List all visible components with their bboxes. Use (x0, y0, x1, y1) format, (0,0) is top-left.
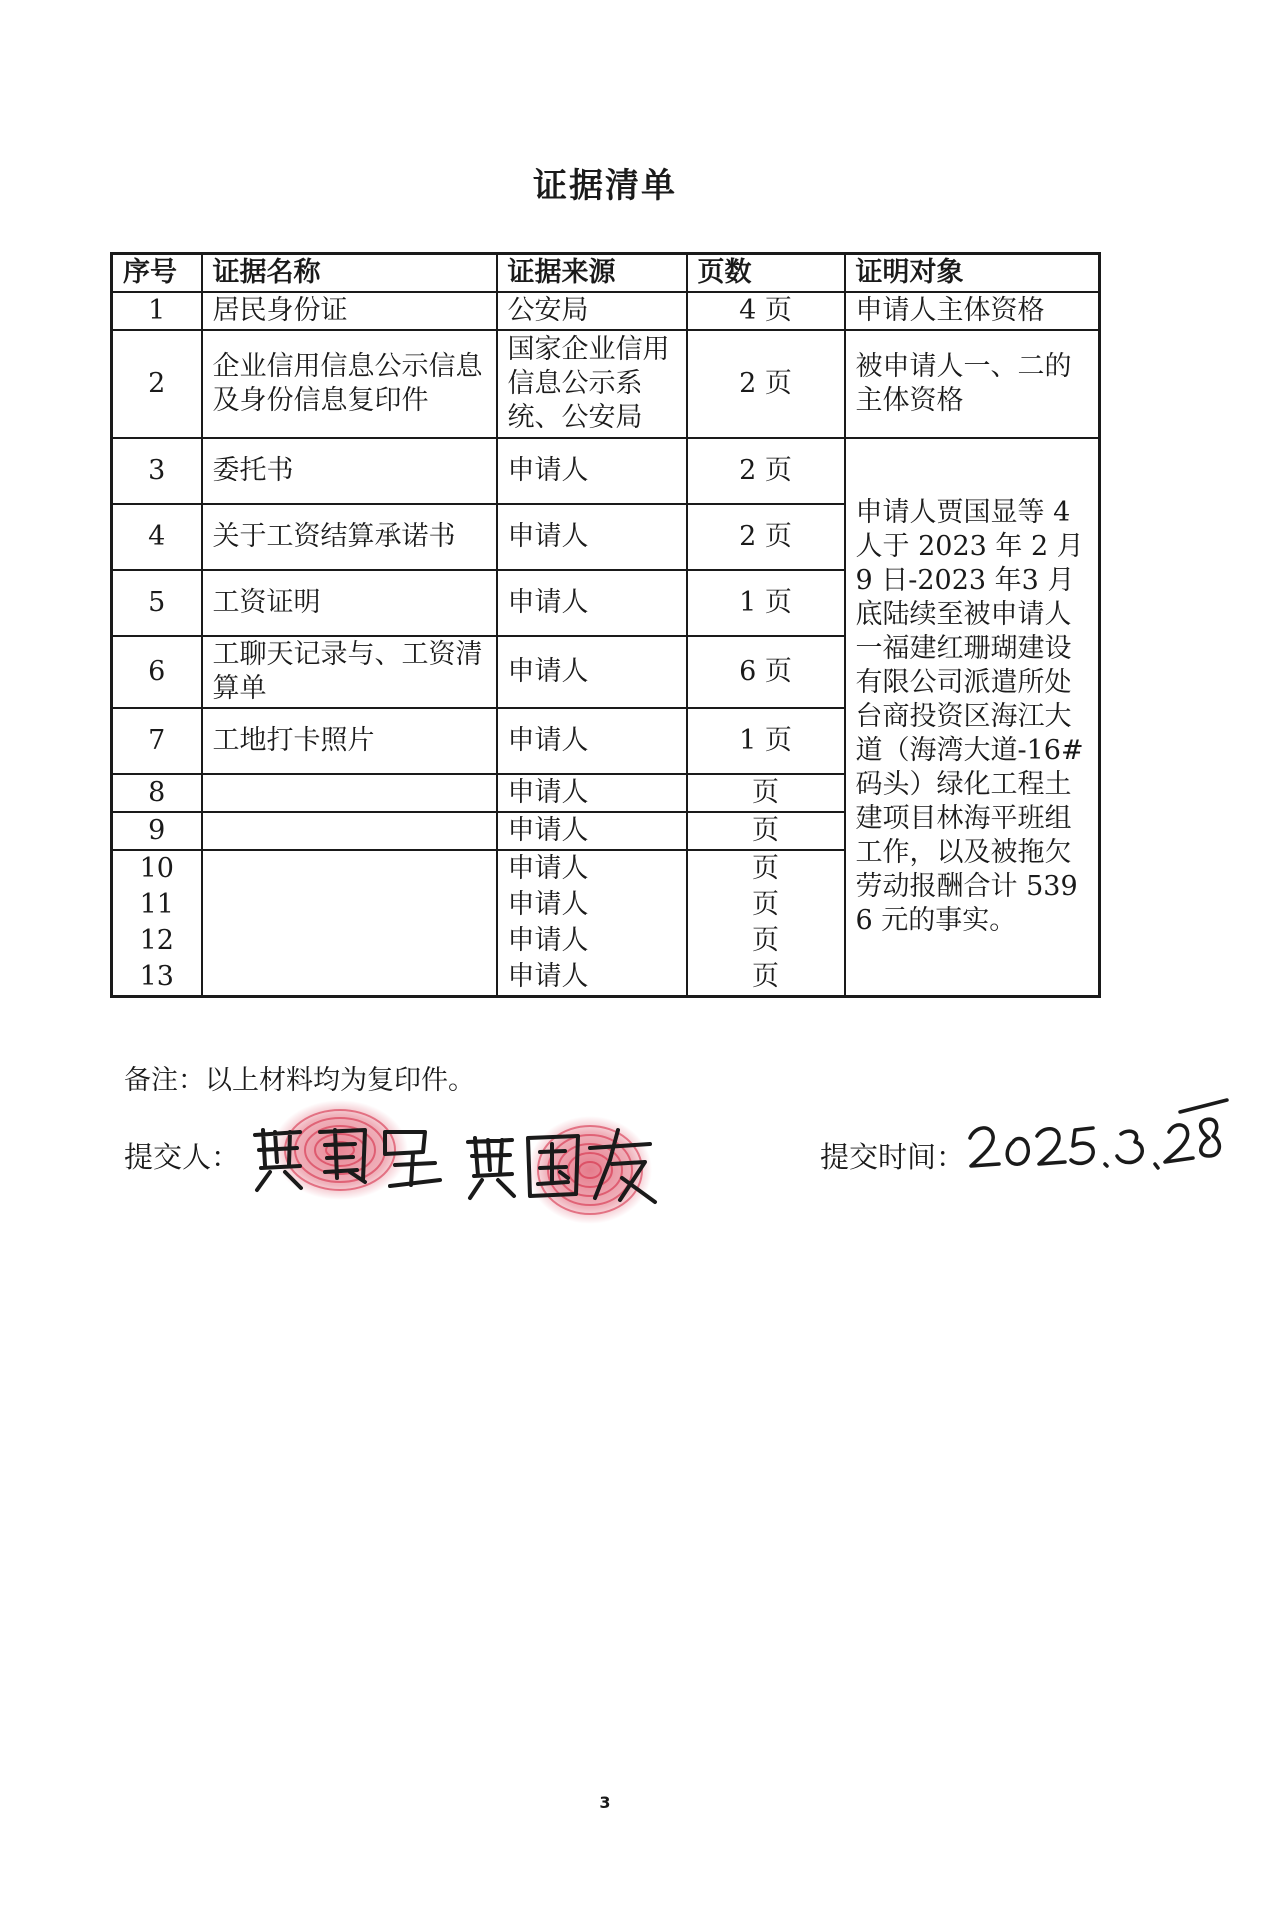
header-target: 证明对象 (845, 254, 1100, 293)
submit-time-label: 提交时间： (820, 1140, 966, 1174)
signature-1 (245, 1110, 445, 1200)
cell-name: 企业信用信息公示信息及身份信息复印件 (202, 330, 497, 438)
cell-target: 申请人主体资格 (845, 292, 1100, 330)
cell-pages: 1 页 (687, 570, 845, 636)
cell-seq: 3 (112, 438, 202, 504)
cell-pages: 2 页 (687, 504, 845, 570)
cell-name: 工地打卡照片 (202, 708, 497, 774)
cell-target: 被申请人一、二的主体资格 (845, 330, 1100, 438)
cell-seq: 7 (112, 708, 202, 774)
cell-name: 工聊天记录与、工资清算单 (202, 636, 497, 708)
cell-pages: 页 (752, 853, 779, 884)
cell-pages: 2 页 (687, 330, 845, 438)
evidence-table (110, 252, 1101, 998)
table-row (112, 438, 1100, 504)
page-number: 3 (599, 1793, 611, 1812)
cell-pages: 页 (687, 812, 845, 850)
cell-source: 申请人 (507, 889, 589, 920)
cell-name (202, 812, 497, 850)
cell-name (202, 774, 497, 812)
cell-source: 申请人 (497, 708, 687, 774)
cell-seq: 2 (112, 330, 202, 438)
cell-name: 居民身份证 (202, 292, 497, 330)
cell-source: 申请人 (507, 925, 589, 956)
cell-seq: 5 (112, 570, 202, 636)
cell-shared-target: 申请人贾国显等 4 人于 2023 年 2 月 9 日-2023 年3 月底陆续至被申请人一福建红珊瑚建设有限公司派遣所处台商投资区海江大道（海湾大道-16#码头）绿化工程土建项目林海平班组工作，以及被拖欠劳动报酬合计 5396 元的事实。 (845, 438, 1100, 997)
cell-source: 国家企业信用信息公示系统、公安局 (497, 330, 687, 438)
cell-name: 关于工资结算承诺书 (202, 504, 497, 570)
cell-source: 申请人 (497, 504, 687, 570)
cell-source: 申请人 (507, 853, 589, 884)
signature-date (965, 1098, 1230, 1178)
signature-2 (460, 1120, 660, 1210)
table-header-row (112, 254, 1100, 293)
cell-pages: 6 页 (687, 636, 845, 708)
header-source: 证据来源 (497, 254, 687, 293)
cell-seq-group (112, 850, 202, 997)
cell-seq: 12 (139, 925, 174, 956)
cell-name: 工资证明 (202, 570, 497, 636)
cell-source: 申请人 (497, 438, 687, 504)
cell-pages: 2 页 (687, 438, 845, 504)
cell-seq: 1 (112, 292, 202, 330)
header-name: 证据名称 (202, 254, 497, 293)
document-title: 证据清单 (533, 166, 677, 206)
cell-pages: 页 (752, 925, 779, 956)
cell-seq: 4 (112, 504, 202, 570)
cell-seq: 13 (139, 961, 174, 992)
cell-pages: 1 页 (687, 708, 845, 774)
cell-source: 申请人 (507, 961, 589, 992)
cell-source: 申请人 (497, 774, 687, 812)
cell-source: 公安局 (497, 292, 687, 330)
table-row (112, 330, 1100, 438)
cell-pages: 页 (752, 889, 779, 920)
header-pages: 页数 (687, 254, 845, 293)
table-row (112, 292, 1100, 330)
cell-seq: 10 (139, 853, 174, 884)
cell-name: 委托书 (202, 438, 497, 504)
cell-seq: 11 (139, 889, 174, 920)
cell-pages: 4 页 (687, 292, 845, 330)
cell-seq: 8 (112, 774, 202, 812)
cell-pages: 页 (687, 774, 845, 812)
cell-source: 申请人 (497, 570, 687, 636)
cell-seq: 9 (112, 812, 202, 850)
cell-source: 申请人 (497, 812, 687, 850)
cell-pages: 页 (752, 961, 779, 992)
cell-seq: 6 (112, 636, 202, 708)
submitter-label: 提交人： (124, 1140, 241, 1174)
cell-source-group (497, 850, 687, 997)
remark-note: 备注：以上材料均为复印件。 (124, 1065, 475, 1096)
cell-name-group (202, 850, 497, 997)
header-seq: 序号 (112, 254, 202, 293)
cell-pages-group (687, 850, 845, 997)
cell-source: 申请人 (497, 636, 687, 708)
